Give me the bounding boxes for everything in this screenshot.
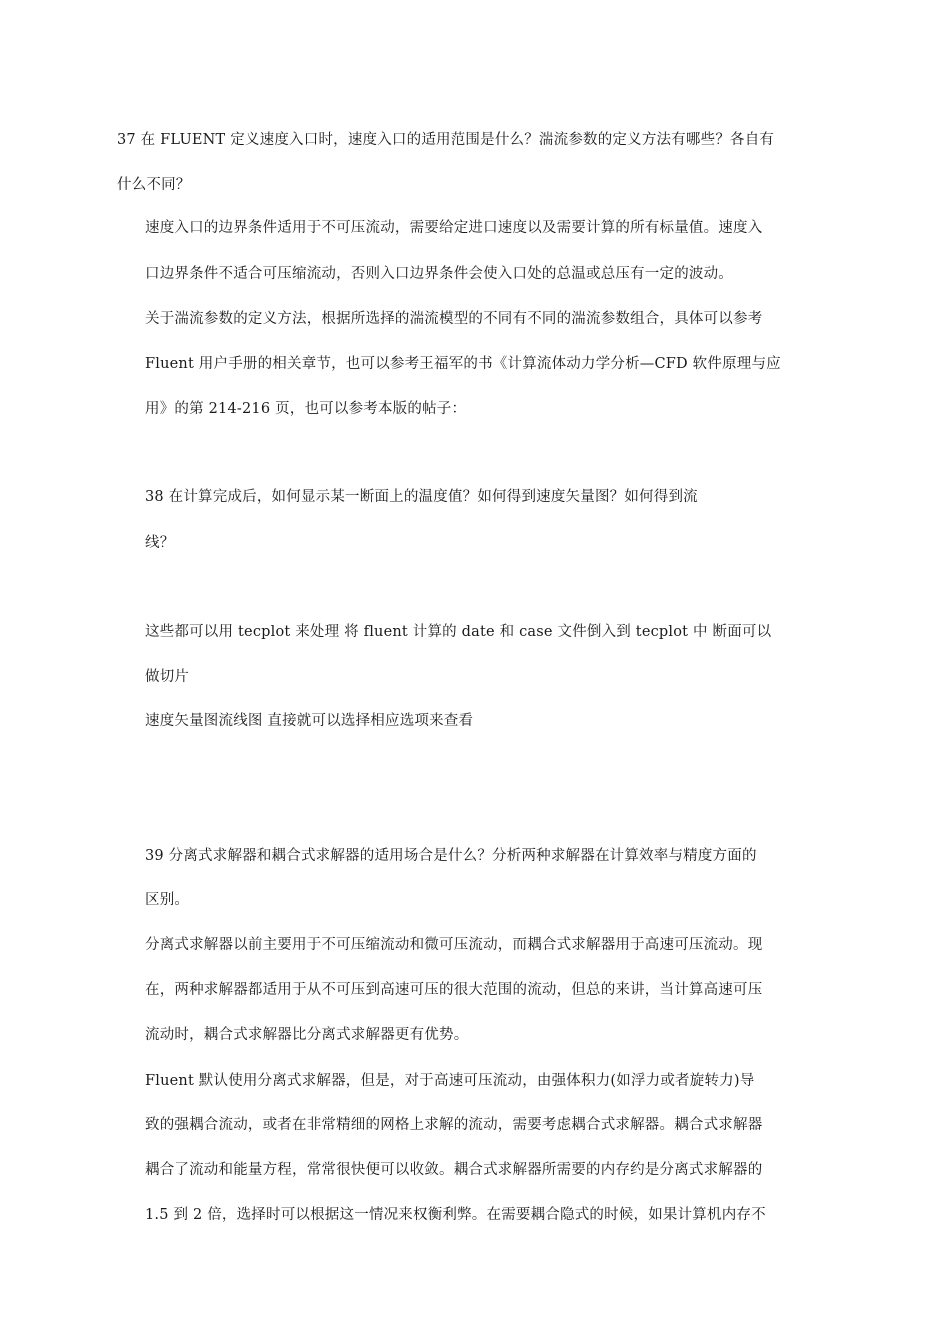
answer-38-line-3: 速度矢量图流线图 直接就可以选择相应选项来查看 [145,713,474,729]
answer-39-line-2: 在，两种求解器都适用于从不可压到高速可压的很大范围的流动，但总的来讲，当计算高速可压 [145,982,763,998]
answer-37-line-4: Fluent 用户手册的相关章节，也可以参考王福军的书《计算流体动力学分析—CFD 软件原理与应 [145,356,781,372]
answer-38-line-2: 做切片 [145,669,190,685]
answer-39-line-6: 耦合了流动和能量方程，常常很快便可以收敛。耦合式求解器所需要的内存约是分离式求解器的 [145,1162,763,1178]
question-38-line-2: 线？ [145,535,175,551]
answer-39-line-1: 分离式求解器以前主要用于不可压缩流动和微可压流动，而耦合式求解器用于高速可压流动。现 [145,937,763,953]
answer-39-line-3: 流动时，耦合式求解器比分离式求解器更有优势。 [145,1027,469,1043]
question-37-line-1: 37 在 FLUENT 定义速度入口时，速度入口的适用范围是什么？湍流参数的定义方法有哪些？各自有 [117,132,775,148]
answer-37-line-3: 关于湍流参数的定义方法，根据所选择的湍流模型的不同有不同的湍流参数组合，具体可以参考 [145,311,763,327]
answer-37-line-2: 口边界条件不适合可压缩流动，否则入口边界条件会使入口处的总温或总压有一定的波动。 [145,266,733,282]
question-37-line-2: 什么不同？ [117,177,191,193]
answer-37-line-5: 用》的第 214-216 页，也可以参考本版的帖子： [145,401,467,417]
answer-39-line-5: 致的强耦合流动，或者在非常精细的网格上求解的流动，需要考虑耦合式求解器。耦合式求解器 [145,1117,763,1133]
question-39-line-1: 39 分离式求解器和耦合式求解器的适用场合是什么？分析两种求解器在计算效率与精度方面的 [145,848,757,864]
answer-39-line-4: Fluent 默认使用分离式求解器，但是，对于高速可压流动，由强体积力(如浮力或者旋转力)导 [145,1073,755,1089]
question-39-line-2: 区别。 [145,892,190,908]
answer-37-line-1: 速度入口的边界条件适用于不可压流动，需要给定进口速度以及需要计算的所有标量值。速度入 [145,220,763,236]
question-38-line-1: 38 在计算完成后，如何显示某一断面上的温度值？如何得到速度矢量图？如何得到流 [145,489,698,505]
answer-38-line-1: 这些都可以用 tecplot 来处理 将 fluent 计算的 date 和 case 文件倒入到 tecplot 中 断面可以 [145,624,772,640]
answer-39-line-7: 1.5 到 2 倍，选择时可以根据这一情况来权衡利弊。在需要耦合隐式的时候，如果计算机内存不 [145,1207,766,1223]
